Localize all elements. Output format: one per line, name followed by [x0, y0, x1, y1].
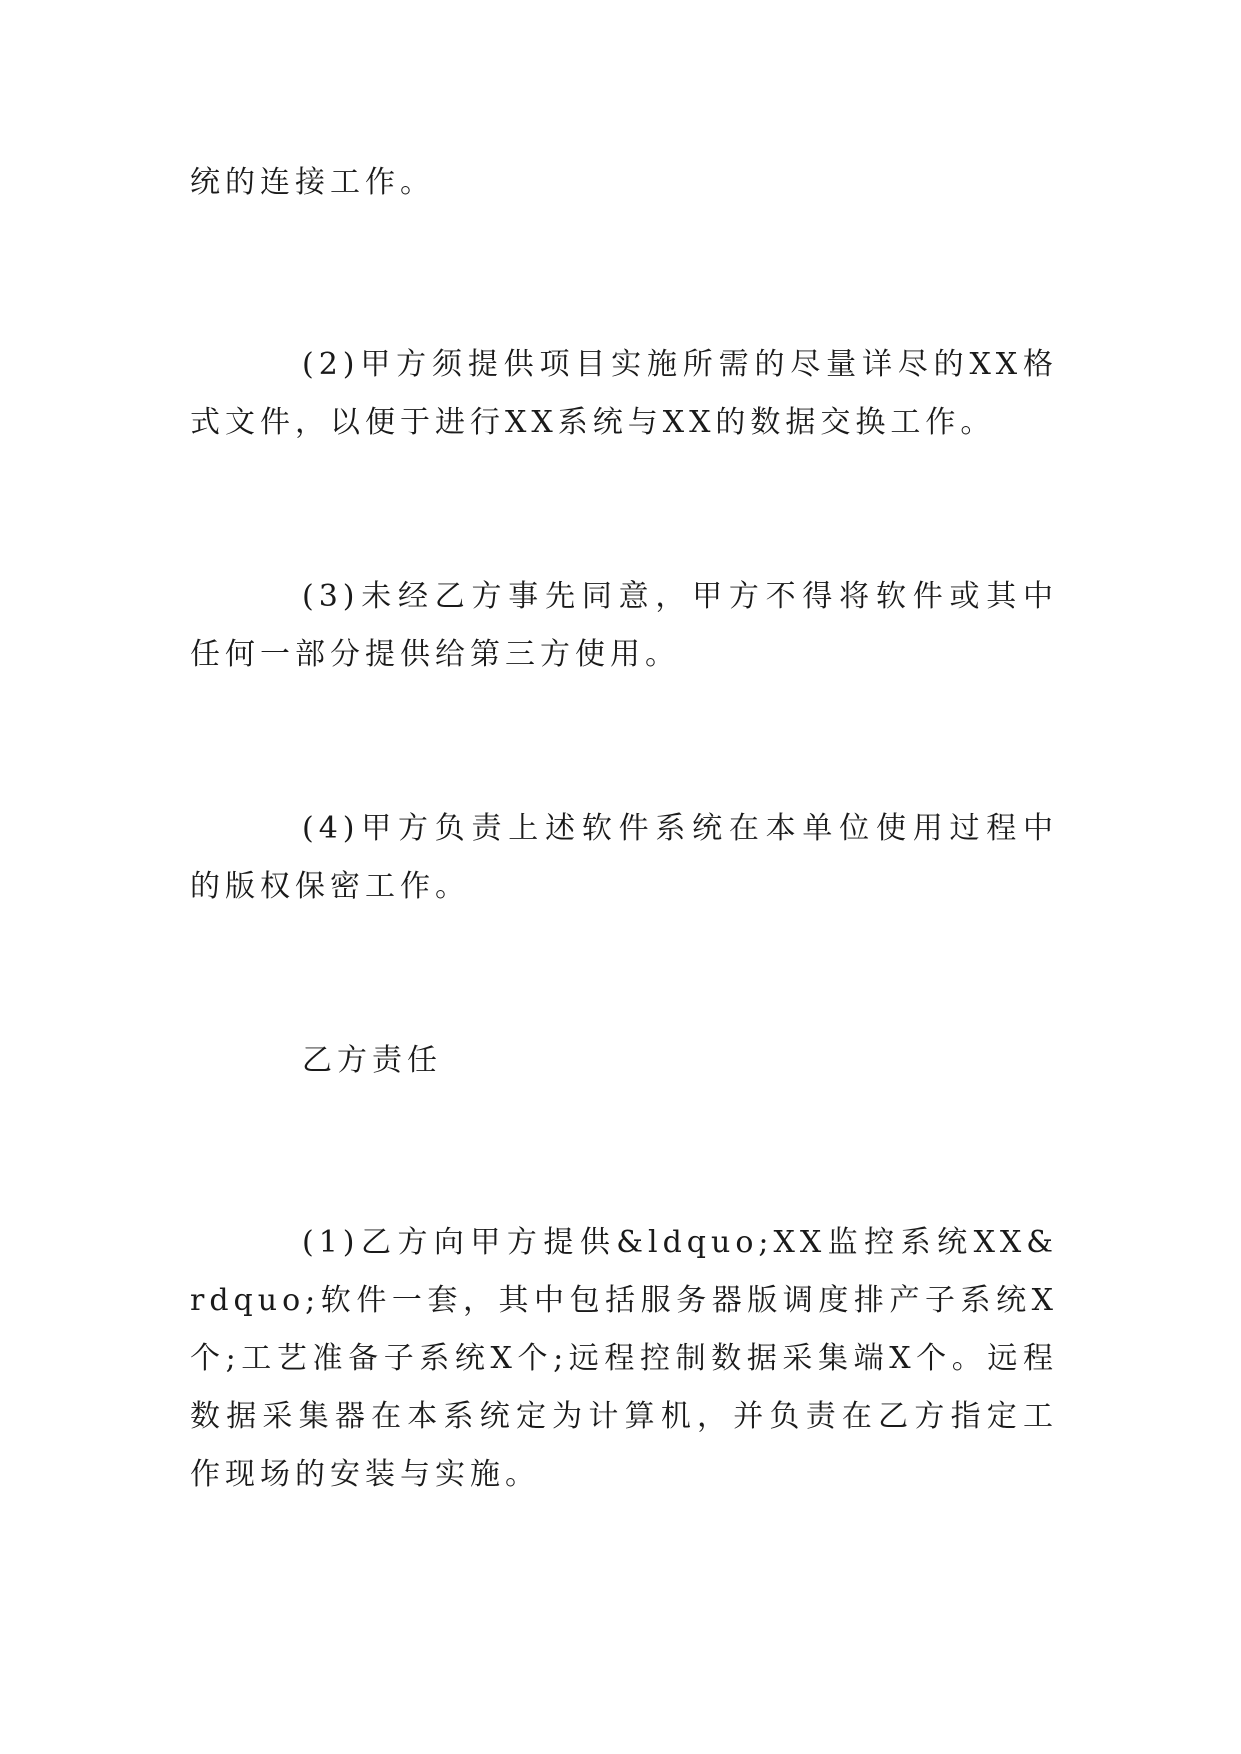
section-heading-party-b: 乙方责任 [302, 1043, 442, 1078]
paragraph-party-a-item-4: (4)甲方负责上述软件系统在本单位使用过程中的版权保密工作。 [190, 811, 1058, 904]
paragraph-party-a-item-2: (2)甲方须提供项目实施所需的尽量详尽的XX格式文件，以便于进行XX系统与XX的数据交换工作。 [190, 347, 1058, 440]
paragraph-party-a-item-3: (3)未经乙方事先同意，甲方不得将软件或其中任何一部分提供给第三方使用。 [190, 579, 1058, 672]
paragraph-party-b-item-1: (1)乙方向甲方提供&ldquo;XX监控系统XX&rdquo;软件一套，其中包括服务器版调度排产子系统X个;工艺准备子系统X个;远程控制数据采集端X个。远程数据采集器在本系统定为计算机，并负责在乙方指定工作现场的安装与实施。 [190, 1225, 1058, 1492]
paragraph-continuation: 统的连接工作。 [190, 165, 435, 200]
